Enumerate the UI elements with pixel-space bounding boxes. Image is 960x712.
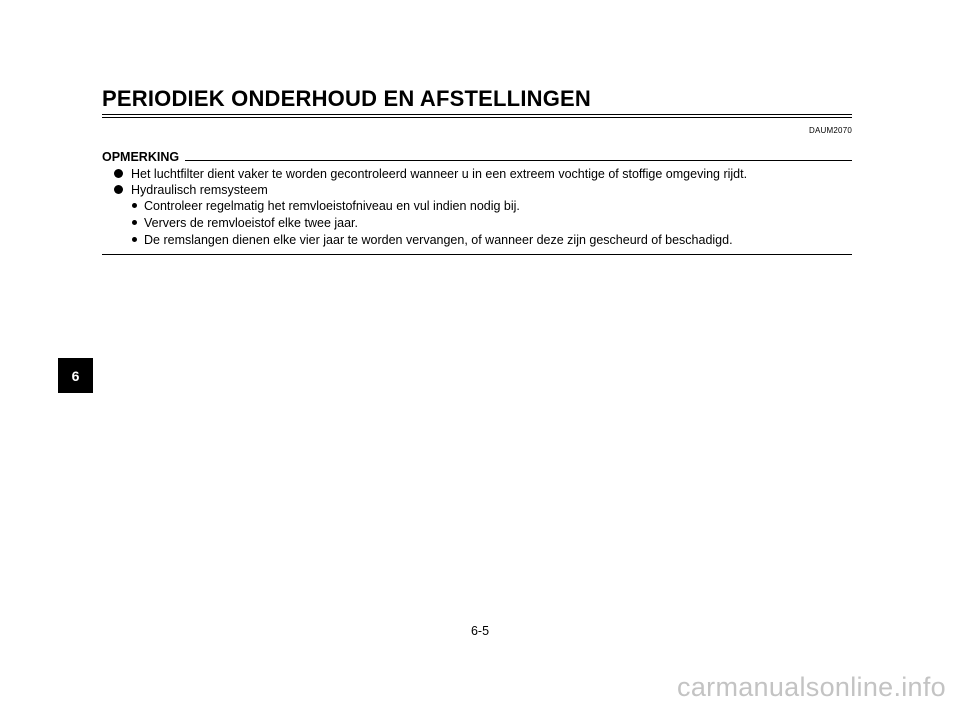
list-item	[114, 166, 747, 182]
small-dot-icon	[132, 237, 137, 242]
watermark: carmanualsonline.info	[677, 672, 946, 702]
list-item-text: Het luchtfilter dient vaker te worden gecontroleerd wanneer u in een extreem vochtige of stoffige omgeving rijdt.	[131, 167, 748, 181]
small-dot-icon	[132, 220, 137, 225]
note-end-divider	[102, 254, 852, 255]
sub-list-item-text: Controleer regelmatig het remvloeistofniveau en vul indien nodig bij.	[144, 199, 520, 213]
small-dot-icon	[132, 203, 137, 208]
sub-list-item	[132, 215, 358, 231]
page-title: PERIODIEK ONDERHOUD EN AFSTELLINGEN	[102, 86, 591, 111]
filled-circle-icon	[114, 185, 123, 194]
list-item	[114, 182, 268, 198]
sub-list-item-text: Ververs de remvloeistof elke twee jaar.	[144, 216, 358, 230]
title-divider	[102, 114, 852, 118]
sub-list-item	[132, 232, 733, 248]
sub-list-item-text: De remslangen dienen elke vier jaar te worden vervangen, of wanneer deze zijn gescheurd of beschadigd.	[144, 233, 733, 247]
note-label: OPMERKING	[102, 150, 180, 164]
note-header	[102, 150, 852, 164]
page-number: 6-5	[470, 624, 490, 638]
note-divider	[185, 160, 852, 161]
document-code: DAUM2070	[809, 126, 852, 135]
list-item-text: Hydraulisch remsysteem	[131, 183, 268, 197]
chapter-tab: 6	[58, 358, 93, 393]
sub-list-item	[132, 198, 520, 214]
filled-circle-icon	[114, 169, 123, 178]
